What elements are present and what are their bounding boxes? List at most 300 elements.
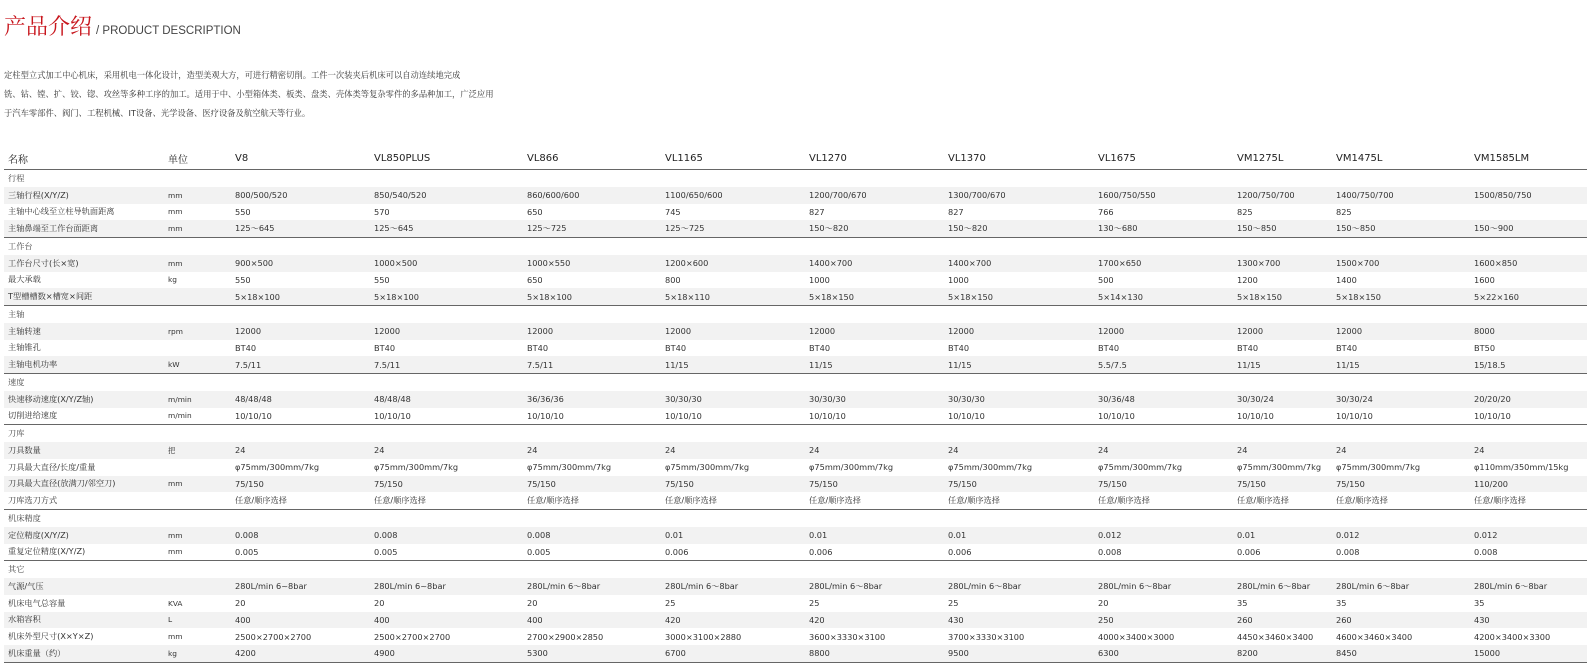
table-row [4,628,1587,645]
spec-value: BT40 [235,342,257,353]
spec-value: 1200 [1237,274,1258,285]
spec-value: 1600×850 [1470,255,1587,272]
spec-value: 825 [1237,206,1253,217]
spec-value: 11/15 [1233,356,1332,373]
spec-value: 任意/顺序选择 [1474,495,1526,506]
section-row [4,170,1587,187]
spec-name: 主轴中心线至立柱导轨面距离 [8,206,115,217]
spec-name: 主轴锥孔 [8,342,41,353]
header-model: VL1675 [1094,148,1233,170]
spec-value: 48/48/48 [370,391,523,408]
spec-value: 30/30/30 [805,391,944,408]
spec-value: 8200 [1233,645,1332,662]
spec-value: 任意/顺序选择 [948,495,1000,506]
section-title: 机床精度 [4,510,1587,527]
spec-value: 12000 [805,323,944,340]
spec-value: 5.5/7.5 [1094,356,1233,373]
spec-value: 36/36/36 [523,391,661,408]
spec-value: 0.008 [1336,546,1360,557]
spec-name: 主轴电机功率 [4,356,164,373]
spec-value: 5300 [523,645,661,662]
header-unit: 单位 [164,148,231,170]
spec-value: 150～820 [944,220,1094,237]
spec-value: 75/150 [231,476,370,493]
spec-name: 主轴转速 [4,323,164,340]
spec-value: 125～645 [231,220,370,237]
spec-value: 75/150 [1094,476,1233,493]
spec-value: 24 [1094,442,1233,459]
spec-value: 1700×650 [1094,255,1233,272]
spec-value: φ110mm/350mm/15kg [1474,462,1569,473]
section-row [4,374,1587,391]
description-line: 定柱型立式加工中心机床，采用机电一体化设计，造型美观大方，可进行精密切削。工件一次装夹后机床可以自动连续地完成 [4,70,461,80]
spec-unit: mm [168,207,183,217]
spec-value: 0.01 [661,527,805,544]
spec-value: 11/15 [944,356,1094,373]
spec-value: 5×18×110 [661,288,805,305]
section-title: 速度 [4,374,1587,391]
spec-value: 2500×2700×2700 [235,631,312,642]
spec-value: 任意/顺序选择 [235,495,287,506]
spec-value: 570 [374,206,390,217]
spec-value: 827 [809,206,825,217]
spec-value: 24 [1332,442,1470,459]
spec-value: 800 [665,274,681,285]
spec-name: 快速移动速度(X/Y/Z轴) [4,391,164,408]
spec-value: 280L/min 6～8bar [1094,578,1233,595]
spec-value: 12000 [1233,323,1332,340]
spec-value: 130～680 [1094,220,1233,237]
spec-value: 20 [374,598,385,609]
spec-value: 1000×500 [370,255,523,272]
spec-value: 25 [948,598,959,609]
spec-name: 机床外型尺寸(X×Y×Z) [8,631,94,642]
spec-value: 0.012 [1094,527,1233,544]
spec-value: 5×18×100 [370,288,523,305]
spec-value: 420 [805,612,944,629]
spec-unit [164,492,231,509]
spec-value: 8450 [1332,645,1470,662]
table-row [4,220,1587,237]
spec-value: 15/18.5 [1470,356,1587,373]
spec-value: φ75mm/300mm/7kg [809,462,894,473]
spec-value: 12000 [661,323,805,340]
spec-value: 11/15 [661,356,805,373]
spec-value: 5×18×150 [944,288,1094,305]
spec-value: 150～850 [1332,220,1470,237]
spec-value: 5×22×160 [1470,288,1587,305]
spec-value: 任意/顺序选择 [665,495,717,506]
spec-value: 12000 [370,323,523,340]
spec-value: 0.008 [1098,546,1122,557]
spec-value: 550 [235,274,251,285]
spec-value: 1200/700/670 [805,187,944,204]
spec-value: 400 [523,612,661,629]
product-description [4,66,544,123]
table-row [4,272,1587,289]
spec-value: BT40 [374,342,396,353]
spec-value: 400 [370,612,523,629]
spec-value: 0.008 [523,527,661,544]
spec-value: 550 [235,206,251,217]
section-title: 工作台 [4,238,1587,255]
spec-value: 800/500/520 [231,187,370,204]
spec-unit [164,340,231,357]
spec-value: 4200×3400×3300 [1474,631,1551,642]
spec-value: 9500 [944,645,1094,662]
spec-value: 30/36/48 [1094,391,1233,408]
spec-unit: 把 [164,442,231,459]
spec-value: 1300/700/670 [944,187,1094,204]
spec-unit: mm [164,187,231,204]
spec-name: 刀具最大直径/长度/重量 [8,461,96,472]
spec-value: 1600 [1474,274,1495,285]
spec-name: T型槽槽数×槽宽×间距 [4,288,164,305]
spec-value: 4900 [370,645,523,662]
spec-value: 0.005 [235,546,259,557]
section-row [4,561,1587,578]
table-row [4,544,1587,561]
spec-value: 766 [1098,206,1114,217]
spec-value: 24 [1470,442,1587,459]
spec-value: 1000×550 [523,255,661,272]
spec-unit: L [164,612,231,629]
spec-value: 0.01 [944,527,1094,544]
spec-value: φ75mm/300mm/7kg [1336,462,1421,473]
spec-value: 24 [944,442,1094,459]
spec-value: 7.5/11 [523,356,661,373]
spec-value: 280L/min 6~8bar [370,578,523,595]
table-row [4,187,1587,204]
table-row [4,391,1587,408]
page-header [4,10,241,40]
spec-table [4,148,1587,663]
spec-value: 250 [1094,612,1233,629]
spec-value: BT40 [948,342,970,353]
spec-value: 10/10/10 [374,410,411,421]
spec-value: φ75mm/300mm/7kg [527,462,612,473]
spec-value: 745 [665,206,681,217]
spec-value: 430 [944,612,1094,629]
table-row [4,476,1587,493]
description-line: 于汽车零部件、阀门、工程机械、IT设备、光学设备、医疗设备及航空航天等行业。 [4,108,311,118]
spec-name: 机床电气总容量 [8,597,66,608]
table-row [4,340,1587,357]
spec-value: 1200×600 [661,255,805,272]
spec-name: 定位精度(X/Y/Z) [4,527,164,544]
table-row [4,578,1587,595]
spec-value: 280L/min 6～8bar [944,578,1094,595]
spec-value: 850/540/520 [370,187,523,204]
spec-value: 20 [1098,598,1109,609]
spec-value: BT40 [1237,342,1259,353]
spec-value: 24 [523,442,661,459]
table-row [4,408,1587,425]
spec-value: φ75mm/300mm/7kg [665,462,750,473]
spec-value: 0.01 [805,527,944,544]
spec-value: 1600/750/550 [1094,187,1233,204]
spec-value: BT40 [809,342,831,353]
spec-value: 25 [665,598,676,609]
spec-value: 10/10/10 [235,410,272,421]
spec-unit: kg [164,645,231,662]
spec-value: 5×14×130 [1094,288,1233,305]
spec-value: 1000 [948,274,969,285]
spec-value: 650 [527,206,543,217]
spec-unit [164,459,231,476]
spec-value: 2500×2700×2700 [374,631,451,642]
section-title: 其它 [4,561,1587,578]
spec-value: 11/15 [1332,356,1470,373]
spec-value: 30/30/30 [661,391,805,408]
table-header-row [4,148,1587,170]
spec-unit [164,578,231,595]
spec-value: φ75mm/300mm/7kg [235,462,320,473]
section-title: 刀库 [4,425,1587,442]
spec-value: 0.005 [527,546,551,557]
table-row [4,492,1587,509]
spec-value: 860/600/600 [523,187,661,204]
spec-value: 5×18×150 [805,288,944,305]
spec-value: 1500/850/750 [1470,187,1587,204]
table-row [4,204,1587,221]
spec-value: BT40 [527,342,549,353]
spec-value: 5×18×100 [523,288,661,305]
spec-value: 3600×3330×3100 [809,631,886,642]
table-row [4,288,1587,305]
header-model: VL850PLUS [370,148,523,170]
spec-value: 650 [527,274,543,285]
header-model: VM1275L [1233,148,1332,170]
spec-unit: mm [164,476,231,493]
spec-unit: m/min [164,391,231,408]
spec-value: 260 [1233,612,1332,629]
table-row [4,255,1587,272]
spec-name: 切削进给速度 [8,410,58,421]
spec-value: 400 [231,612,370,629]
spec-value: 900×500 [231,255,370,272]
spec-value: 30/30/24 [1233,391,1332,408]
spec-value: 1200/750/700 [1233,187,1332,204]
spec-value: 任意/顺序选择 [1098,495,1150,506]
table-row [4,527,1587,544]
page-subtitle: / PRODUCT DESCRIPTION [96,25,241,37]
spec-name: 刀库选刀方式 [8,495,58,506]
spec-value: 75/150 [805,476,944,493]
spec-unit: mm [168,632,183,642]
spec-name: 工作台尺寸(长×宽) [4,255,164,272]
spec-value: 24 [370,442,523,459]
description-line: 铣、钻、镗、扩、铰、锪、攻丝等多种工序的加工。适用于中、小型箱体类、板类、盘类、壳体类等复杂零件的多品种加工，广泛应用 [4,89,494,99]
spec-value: 7.5/11 [231,356,370,373]
spec-value: 75/150 [370,476,523,493]
spec-value: 0.008 [231,527,370,544]
spec-value: 20 [527,598,538,609]
spec-value: 30/30/30 [944,391,1094,408]
table-row [4,595,1587,612]
table-row [4,645,1587,662]
spec-value: 1300×700 [1233,255,1332,272]
spec-value: 1000 [809,274,830,285]
spec-value: 7.5/11 [370,356,523,373]
spec-value: 827 [948,206,964,217]
spec-value: 125～645 [370,220,523,237]
spec-value: 20/20/20 [1470,391,1587,408]
spec-name: 刀具数量 [4,442,164,459]
spec-value: 280L/min 6～8bar [1233,578,1332,595]
spec-value: φ75mm/300mm/7kg [1098,462,1183,473]
spec-value: 0.006 [809,546,833,557]
table-row [4,323,1587,340]
spec-value: 10/10/10 [1474,410,1511,421]
section-title: 行程 [8,172,25,183]
spec-value: 260 [1332,612,1470,629]
spec-value: 280L/min 6～8bar [1470,578,1587,595]
spec-name: 水箱容积 [4,612,164,629]
spec-value: 75/150 [661,476,805,493]
spec-value: 75/150 [944,476,1094,493]
spec-name: 刀具最大直径(放满刀/邻空刀) [4,476,164,493]
spec-unit: rpm [164,323,231,340]
header-model: VM1475L [1332,148,1470,170]
spec-value: BT40 [1098,342,1120,353]
spec-value: 10/10/10 [948,410,985,421]
spec-value: 4450×3460×3400 [1237,631,1314,642]
spec-value: 任意/顺序选择 [1237,495,1289,506]
spec-value: 10/10/10 [527,410,564,421]
spec-value: 6700 [661,645,805,662]
spec-value: 0.008 [370,527,523,544]
spec-value: 12000 [1332,323,1470,340]
section-title: 主轴 [4,306,1587,323]
spec-value: 10/10/10 [1237,410,1274,421]
spec-value: 1400×700 [944,255,1094,272]
page-title: 产品介绍 [4,15,93,40]
header-model: VM1585LM [1470,148,1587,170]
spec-value: 10/10/10 [1336,410,1373,421]
spec-value: 24 [805,442,944,459]
spec-value: 0.005 [374,546,398,557]
spec-value: 500 [1098,274,1114,285]
spec-value: 任意/顺序选择 [527,495,579,506]
header-model: VL866 [523,148,661,170]
spec-value: 0.006 [1237,546,1261,557]
spec-value: 150～850 [1233,220,1332,237]
spec-value: 0.01 [1233,527,1332,544]
spec-value: 280L/min 6～8bar [661,578,805,595]
spec-name: 主轴鼻端至工作台面距离 [4,220,164,237]
spec-value: 825 [1336,206,1352,217]
spec-unit: mm [164,255,231,272]
spec-value: 0.008 [1474,546,1498,557]
spec-value: 10/10/10 [809,410,846,421]
spec-value: 1400×700 [805,255,944,272]
spec-name: 三轴行程(X/Y/Z) [4,187,164,204]
spec-value: 10/10/10 [1098,410,1135,421]
spec-value: 430 [1470,612,1587,629]
spec-value: 12000 [231,323,370,340]
table-row [4,612,1587,629]
spec-value: 3700×3330×3100 [948,631,1025,642]
spec-value: 75/150 [1332,476,1470,493]
table-row [4,356,1587,373]
spec-unit: mm [164,527,231,544]
table-row [4,459,1587,476]
spec-value: 2700×2900×2850 [527,631,604,642]
spec-value: 25 [809,598,820,609]
header-name: 名称 [4,148,164,170]
header-model: VL1165 [661,148,805,170]
header-model: V8 [231,148,370,170]
spec-value: 24 [661,442,805,459]
spec-name: 机床重量（约） [4,645,164,662]
spec-value: 125～725 [523,220,661,237]
spec-value [1470,204,1587,221]
spec-value: 任意/顺序选择 [1336,495,1388,506]
spec-value: 任意/顺序选择 [374,495,426,506]
spec-value: 30/30/24 [1332,391,1470,408]
spec-value: 5×18×150 [1332,288,1470,305]
spec-name: 重复定位精度(X/Y/Z) [8,546,86,557]
spec-value: 0.012 [1332,527,1470,544]
spec-value: 110/200 [1470,476,1587,493]
spec-name: 最大承载 [8,274,41,285]
spec-value: 12000 [1094,323,1233,340]
spec-value: 0.006 [948,546,972,557]
table-row [4,442,1587,459]
spec-value: 550 [374,274,390,285]
spec-value: 1500×700 [1332,255,1470,272]
spec-value: BT40 [665,342,687,353]
spec-name: 气源/气压 [4,578,164,595]
spec-unit: kW [164,356,231,373]
spec-value: 4000×3400×3000 [1098,631,1175,642]
section-row [4,306,1587,323]
spec-value: 35 [1474,598,1485,609]
spec-value: 任意/顺序选择 [809,495,861,506]
spec-unit: kg [168,275,177,285]
section-row [4,238,1587,255]
spec-unit: m/min [168,411,192,421]
spec-value: 1100/650/600 [661,187,805,204]
header-model: VL1370 [944,148,1094,170]
spec-value: 48/48/48 [231,391,370,408]
spec-value: 280L/min 6~8bar [231,578,370,595]
spec-value: φ75mm/300mm/7kg [948,462,1033,473]
spec-unit: mm [164,220,231,237]
table-body [4,170,1587,663]
spec-value: 280L/min 6～8bar [1332,578,1470,595]
spec-value: 35 [1237,598,1248,609]
spec-value: 15000 [1470,645,1587,662]
spec-value: BT50 [1474,342,1496,353]
spec-value: 5×18×150 [1233,288,1332,305]
spec-value: 12000 [523,323,661,340]
spec-value: 8000 [1470,323,1587,340]
section-row [4,425,1587,442]
spec-value: 6300 [1094,645,1233,662]
spec-unit: KVA [168,598,183,608]
spec-value: 75/150 [523,476,661,493]
spec-value: 150～900 [1470,220,1587,237]
spec-value: 125～725 [661,220,805,237]
spec-value: 5×18×100 [231,288,370,305]
spec-value: 20 [235,598,246,609]
spec-value: 10/10/10 [665,410,702,421]
spec-unit: mm [168,547,183,557]
spec-value: 4200 [231,645,370,662]
spec-value: 0.006 [665,546,689,557]
